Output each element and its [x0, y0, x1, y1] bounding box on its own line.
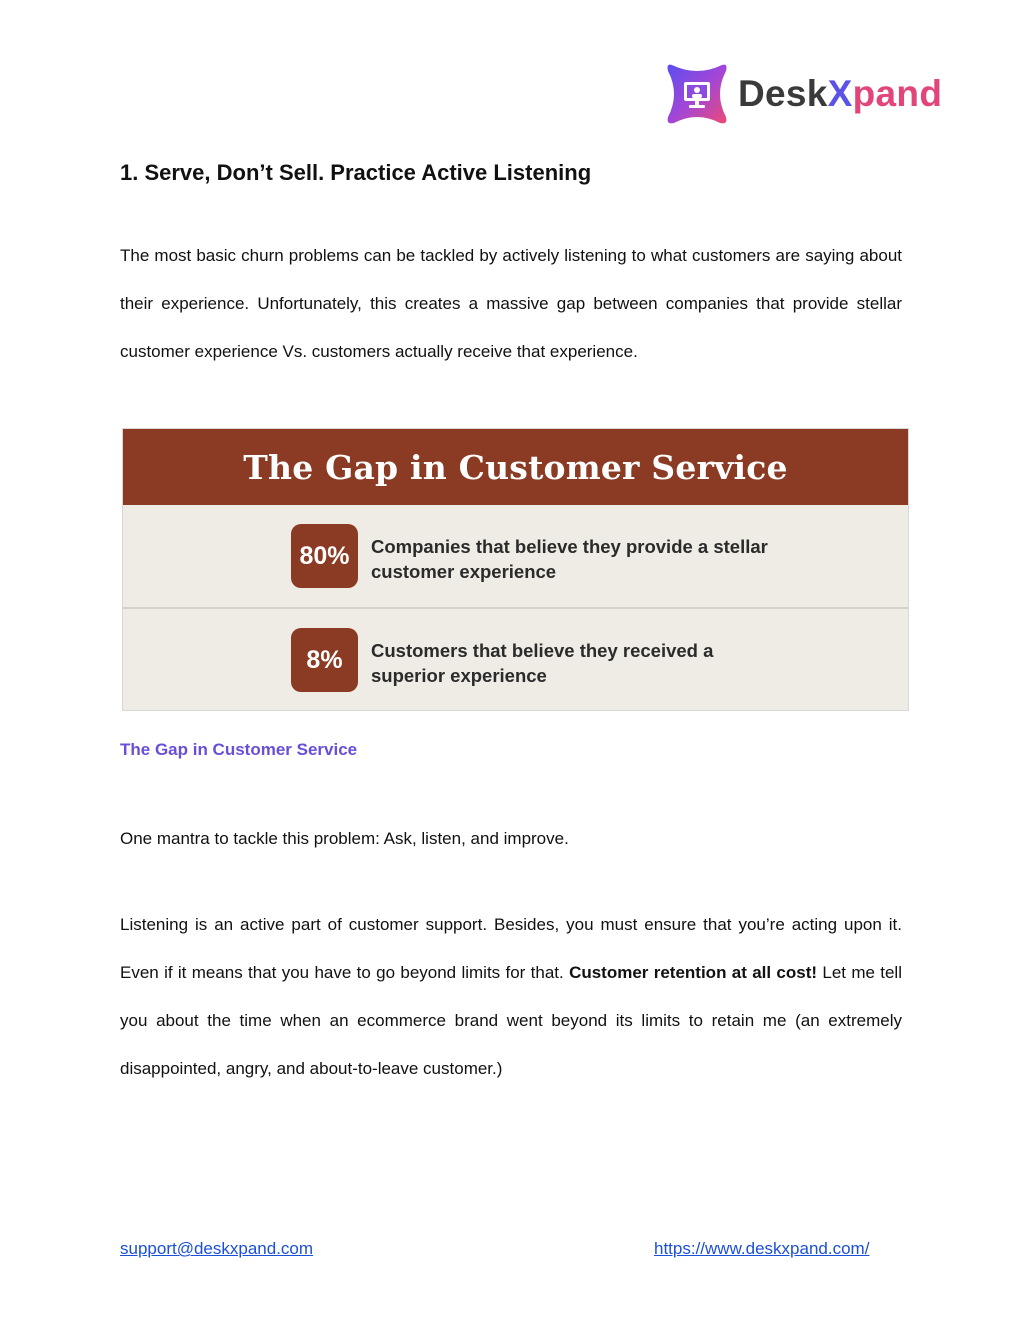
infographic-header: [123, 429, 908, 505]
stat-badge: 8%: [291, 628, 358, 692]
stat-badge: 80%: [291, 524, 358, 588]
website-link[interactable]: https://www.deskxpand.com/: [654, 1239, 870, 1258]
section-heading: 1. Serve, Don’t Sell. Practice Active Listening: [120, 160, 592, 185]
stat-description: Customers that believe they received a superior experience: [371, 640, 714, 686]
bold-emphasis: Customer retention at all cost!: [569, 963, 818, 982]
deskxpand-logo-icon: [664, 61, 730, 127]
mantra-paragraph: One mantra to tackle this problem: Ask, listen, and improve.: [120, 829, 569, 848]
brand-logo: [664, 60, 944, 128]
infographic-row: [123, 607, 908, 709]
listening-paragraph: [120, 901, 902, 1093]
infographic-title: The Gap in Customer Service: [243, 447, 788, 487]
support-email-link[interactable]: support@deskxpand.com: [120, 1239, 314, 1258]
brand-wordmark: DeskXpand: [738, 73, 943, 114]
stat-description: Companies that believe they provide a stellar customer experience: [371, 536, 768, 582]
infographic-row: [123, 505, 908, 607]
intro-paragraph: The most basic churn problems can be tackled by actively listening to what customers are saying about their experience. Unfortunately, this creates a massive gap between companies that provide stellar customer experience Vs. customers actually receive that experience.: [120, 246, 902, 361]
paragraph-text: Let me tell you about the time when an ecommerce brand went beyond its limits to retain me (an extremely disappointed, angry, and about-to-leave customer.): [120, 963, 902, 1078]
image-caption: The Gap in Customer Service: [120, 740, 358, 759]
gap-infographic: [122, 428, 909, 711]
paragraph-text: Listening is an active part of customer support. Besides, you must ensure that you’re acting upon it. Even if it means that you have to go beyond limits for that.: [120, 915, 902, 982]
